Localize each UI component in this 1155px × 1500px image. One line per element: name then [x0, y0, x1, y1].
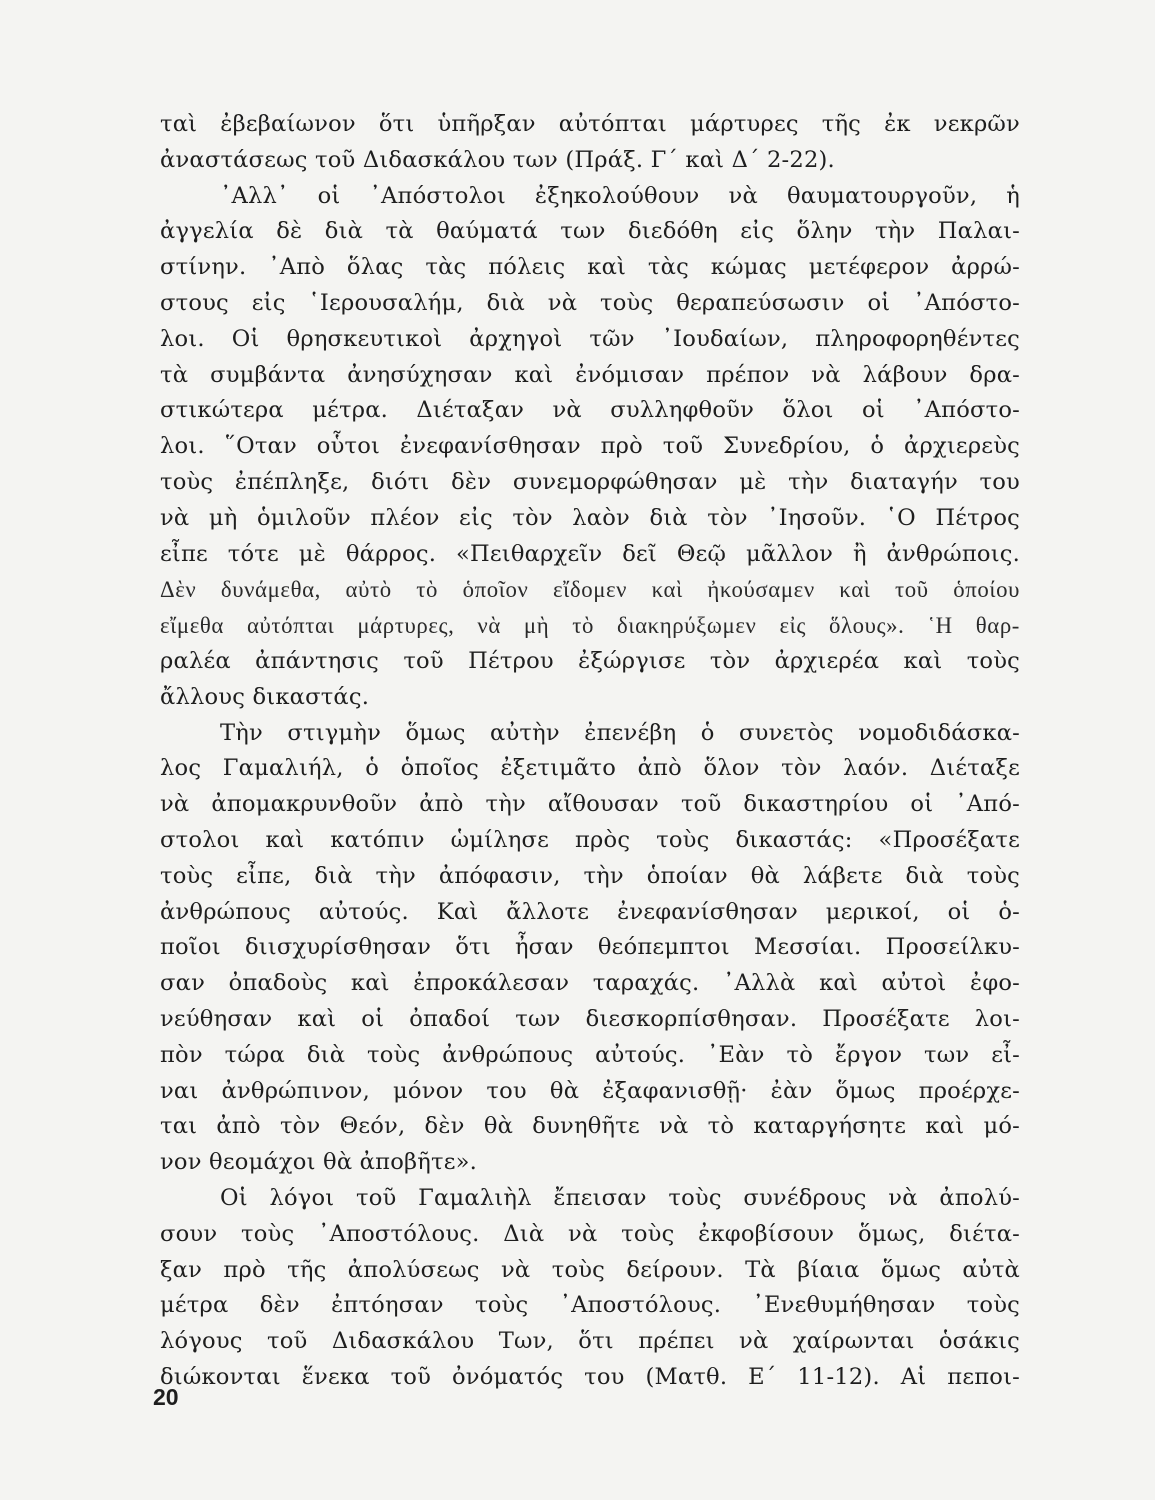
paragraph-start-line: Οἱ λόγοι τοῦ Γαμαλιὴλ ἔπεισαν τοὺς συνέδρους νὰ ἀπολύ-	[220, 1184, 1020, 1211]
text-line: νον θεομάχοι θὰ ἀποβῆτε».	[160, 1149, 477, 1176]
text-line: λοι. Οἱ θρησκευτικοὶ ἀρχηγοὶ τῶν ᾿Ιουδαίων, πληροφορηθέντες	[160, 325, 1020, 352]
text-line: τοὺς ἐπέπληξε, διότι δὲν συνεμορφώθησαν μὲ τὴν διαταγήν του	[160, 468, 1020, 495]
text-line: τὰ συμβάντα ἀνησύχησαν καὶ ἐνόμισαν πρέπον νὰ λάβουν δρα-	[160, 361, 1020, 388]
text-line: ται ἀπὸ τὸν Θεόν, δὲν θὰ δυνηθῆτε νὰ τὸ καταργήσητε καὶ μό-	[160, 1113, 1020, 1140]
page-number: 20	[153, 1384, 179, 1410]
text-line: στολοι καὶ κατόπιν ὡμίλησε πρὸς τοὺς δικαστάς: «Προσέξατε	[160, 826, 1020, 853]
text-line: ξαν πρὸ τῆς ἀπολύσεως νὰ τοὺς δείρουν. Τὰ βίαια ὅμως αὐτὰ	[160, 1256, 1020, 1283]
text-line: στους εἰς ῾Ιερουσαλήμ, διὰ νὰ τοὺς θεραπεύσωσιν οἱ ᾿Απόστο-	[160, 289, 1020, 316]
text-line: ἀναστάσεως τοῦ Διδασκάλου των (Πράξ. Γ΄ καὶ Δ΄ 2-22).	[160, 146, 835, 173]
text-line: ραλέα ἀπάντησις τοῦ Πέτρου ἐξώργισε τὸν ἀρχιερέα καὶ τοὺς	[160, 647, 1020, 674]
text-line: νὰ ἀπομακρυνθοῦν ἀπὸ τὴν αἴθουσαν τοῦ δικαστηρίου οἱ ᾿Από-	[160, 791, 1020, 818]
text-line: ποῖοι διισχυρίσθησαν ὅτι ἦσαν θεόπεμπτοι Μεσσίαι. Προσείλκυ-	[160, 934, 1020, 961]
text-line: ἀνθρώπους αὐτούς. Καὶ ἄλλοτε ἐνεφανίσθησαν μερικοί, οἱ ὁ-	[160, 898, 1020, 925]
text-line: ναι ἀνθρώπινον, μόνον του θὰ ἐξαφανισθῇ· ἐὰν ὅμως προέρχε-	[160, 1077, 1020, 1104]
text-line: στίνην. ᾿Απὸ ὅλας τὰς πόλεις καὶ τὰς κώμας μετέφερον ἀρρώ-	[160, 254, 1020, 281]
text-line: ἀγγελία δὲ διὰ τὰ θαύματά των διεδόθη εἰς ὅλην τὴν Παλαι-	[160, 218, 1020, 245]
text-line: μέτρα δὲν ἐπτόησαν τοὺς ᾿Αποστόλους. ᾿Ενεθυμήθησαν τοὺς	[160, 1292, 1020, 1319]
text-line: στικώτερα μέτρα. Διέταξαν νὰ συλληφθοῦν ὅλοι οἱ ᾿Απόστο-	[160, 397, 1020, 424]
text-line: εἶπε τότε μὲ θάρρος. «Πειθαρχεῖν δεῖ Θεῷ μᾶλλον ἢ ἀνθρώποις.	[160, 540, 1020, 567]
text-line: λος Γαμαλιήλ, ὁ ὁποῖος ἐξετιμᾶτο ἀπὸ ὅλον τὸν λαόν. Διέταξε	[160, 755, 1020, 782]
text-line: ἄλλους δικαστάς.	[160, 683, 370, 710]
paragraph-start-line: Τὴν στιγμὴν ὅμως αὐτὴν ἐπενέβη ὁ συνετὸς νομοδιδάσκα-	[220, 719, 1020, 746]
text-line: σουν τοὺς ᾿Αποστόλους. Διὰ νὰ τοὺς ἐκφοβίσουν ὅμως, διέτα-	[160, 1220, 1020, 1247]
text-line: νὰ μὴ ὁμιλοῦν πλέον εἰς τὸν λαὸν διὰ τὸν ᾿Ιησοῦν. ῾Ο Πέτρος	[160, 504, 1020, 531]
quotation-line: Δὲν δυνάμεθα, αὐτὸ τὸ ὁποῖον εἴδομεν καὶ ἠκούσαμεν καὶ τοῦ ὁποίου	[160, 577, 1020, 603]
text-line: πὸν τώρα διὰ τοὺς ἀνθρώπους αὐτούς. ᾿Εὰν τὸ ἔργον των εἶ-	[160, 1041, 1020, 1068]
paragraph-start-line: ᾿Αλλ᾿ οἱ ᾿Απόστολοι ἐξηκολούθουν νὰ θαυματουργοῦν, ἡ	[220, 182, 1020, 209]
text-line: σαν ὀπαδοὺς καὶ ἐπροκάλεσαν ταραχάς. ᾿Αλλὰ καὶ αὐτοὶ ἐφο-	[160, 970, 1020, 997]
text-line: τοὺς εἶπε, διὰ τὴν ἀπόφασιν, τὴν ὁποίαν θὰ λάβετε διὰ τοὺς	[160, 862, 1020, 889]
quotation-line: εἴμεθα αὐτόπται μάρτυρες, νὰ μὴ τὸ διακηρύξωμεν εἰς ὅλους». ῾Η θαρ-	[160, 613, 1020, 639]
text-line: λόγους τοῦ Διδασκάλου Των, ὅτι πρέπει νὰ χαίρωνται ὁσάκις	[160, 1328, 1020, 1355]
text-line: νεύθησαν καὶ οἱ ὀπαδοί των διεσκορπίσθησαν. Προσέξατε λοι-	[160, 1005, 1020, 1032]
body-text	[160, 107, 1020, 1396]
text-line: ταὶ ἐβεβαίωνον ὅτι ὑπῆρξαν αὐτόπται μάρτυρες τῆς ἐκ νεκρῶν	[160, 111, 1020, 137]
text-line: λοι. ῞Οταν οὗτοι ἐνεφανίσθησαν πρὸ τοῦ Συνεδρίου, ὁ ἀρχιερεὺς	[160, 433, 1020, 460]
text-line: διώκονται ἕνεκα τοῦ ὀνόματός του (Ματθ. Ε΄ 11-12). Αἱ πεποι-	[160, 1363, 1020, 1390]
